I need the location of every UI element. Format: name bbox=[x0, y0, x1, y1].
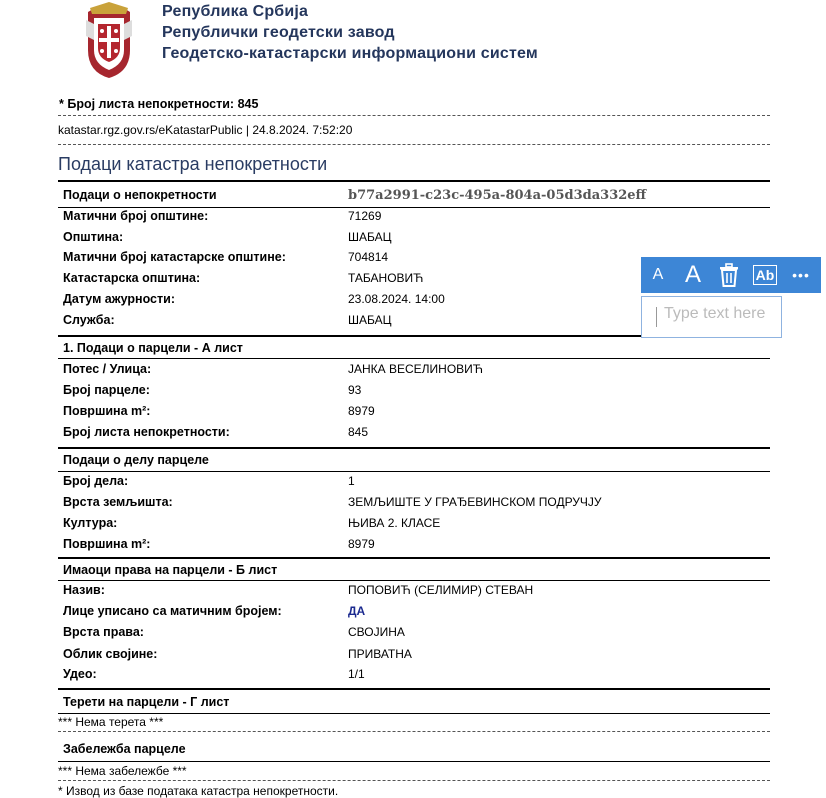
row-value: 704814 bbox=[348, 250, 389, 264]
row-label: Потес / Улица: bbox=[63, 362, 152, 376]
row-label: Назив: bbox=[63, 583, 105, 597]
row-value: ПОПОВИЋ (СЕЛИМИР) СТЕВАН bbox=[348, 583, 534, 597]
section-rule bbox=[58, 358, 770, 359]
row-label: Површина m²: bbox=[63, 537, 151, 551]
decrease-font-button[interactable]: A bbox=[652, 266, 664, 283]
row-value: ПРИВАТНА bbox=[348, 647, 412, 661]
row-label: Матични број општине: bbox=[63, 209, 209, 223]
row-value: 1 bbox=[348, 474, 355, 488]
source-line: katastar.rgz.gov.rs/eKatastarPublic | 24.8.2024. 7:52:20 bbox=[58, 123, 353, 137]
remarks-note: *** Нема забележбе *** bbox=[58, 764, 187, 778]
divider bbox=[58, 731, 770, 732]
row-label: Врста земљишта: bbox=[63, 495, 173, 509]
serbian-coat-of-arms-icon bbox=[80, 0, 138, 80]
section-title-parcel-part: Подаци о делу парцеле bbox=[63, 453, 209, 467]
divider bbox=[58, 780, 770, 781]
divider bbox=[58, 144, 770, 145]
annotation-text-box[interactable] bbox=[641, 296, 782, 338]
row-value: 1/1 bbox=[348, 667, 365, 681]
sheet-number: * Број листа непокретности: 845 bbox=[59, 97, 259, 111]
property-id: b77a2991-c23c-495a-804a-05d3da332eff bbox=[348, 188, 647, 203]
row-value: 71269 bbox=[348, 209, 382, 223]
section-title-encumbrances: Терети на парцели - Г лист bbox=[63, 695, 230, 709]
row-value: 23.08.2024. 14:00 bbox=[348, 292, 445, 306]
property-header-label: Подаци о непокретности bbox=[63, 188, 217, 202]
section-rule bbox=[58, 471, 770, 472]
row-value: СВОЈИНА bbox=[348, 625, 405, 639]
row-label: Општина: bbox=[63, 230, 124, 244]
annotation-toolbar bbox=[641, 257, 821, 293]
row-label: Датум ажурности: bbox=[63, 292, 175, 306]
row-label: Облик својине: bbox=[63, 647, 158, 661]
header-institute: Републички геодетски завод bbox=[162, 24, 395, 41]
section-title-owners: Имаоци права на парцели - Б лист bbox=[63, 563, 278, 577]
row-value: 845 bbox=[348, 425, 369, 439]
section-title-parcel: 1. Подаци о парцели - А лист bbox=[63, 341, 243, 355]
row-value: ТАБАНОВИЋ bbox=[348, 271, 424, 285]
row-value: ЊИВА 2. КЛАСЕ bbox=[348, 516, 441, 530]
section-rule bbox=[58, 713, 770, 714]
text-cursor bbox=[656, 307, 657, 327]
row-value-registered: ДА bbox=[348, 604, 366, 618]
row-label: Број листа непокретности: bbox=[63, 425, 230, 439]
section-title-remarks: Забележба парцеле bbox=[63, 742, 186, 756]
header-republic: Република Србија bbox=[162, 3, 309, 20]
footer-note: * Извод из базе података катастра непокретности. bbox=[58, 784, 339, 798]
row-label: Удео: bbox=[63, 667, 97, 681]
header-system: Геодетско-катастарски информациони систем bbox=[162, 45, 538, 62]
row-label: Лице уписано са матичним бројем: bbox=[63, 604, 282, 618]
row-label: Врста права: bbox=[63, 625, 144, 639]
page-title: Подаци катастра непокретности bbox=[58, 154, 328, 174]
row-label: Број парцеле: bbox=[63, 383, 150, 397]
row-label: Служба: bbox=[63, 313, 115, 327]
row-label: Број дела: bbox=[63, 474, 129, 488]
row-value: ШАБАЦ bbox=[348, 313, 392, 327]
row-value: ШАБАЦ bbox=[348, 230, 392, 244]
section-rule bbox=[58, 580, 770, 581]
section-rule bbox=[58, 557, 770, 559]
row-value: 8979 bbox=[348, 404, 375, 418]
row-label: Површина m²: bbox=[63, 404, 151, 418]
row-value: 8979 bbox=[348, 537, 375, 551]
row-value: ЈАНКА ВЕСЕЛИНОВИЋ bbox=[348, 362, 484, 376]
row-label: Катастарска општина: bbox=[63, 271, 201, 285]
section-rule bbox=[58, 207, 770, 208]
annotation-text-input[interactable] bbox=[664, 305, 774, 323]
section-rule bbox=[58, 447, 770, 449]
row-label: Матични број катастарске општине: bbox=[63, 250, 286, 264]
text-style-icon: Ab bbox=[753, 265, 778, 285]
delete-button[interactable] bbox=[711, 257, 747, 293]
divider bbox=[58, 115, 770, 116]
more-options-button[interactable]: ••• bbox=[792, 267, 810, 283]
row-label: Култура: bbox=[63, 516, 118, 530]
section-rule bbox=[58, 688, 770, 690]
section-rule bbox=[58, 761, 770, 762]
row-value: 93 bbox=[348, 383, 362, 397]
increase-font-button[interactable]: A bbox=[684, 261, 701, 288]
encumbrances-note: *** Нема терета *** bbox=[58, 715, 164, 729]
text-style-button[interactable] bbox=[747, 257, 783, 293]
section-rule bbox=[58, 180, 770, 182]
trash-icon bbox=[718, 263, 740, 287]
row-value: ЗЕМЉИШТЕ У ГРАЂЕВИНСКОМ ПОДРУЧЈУ bbox=[348, 495, 602, 509]
